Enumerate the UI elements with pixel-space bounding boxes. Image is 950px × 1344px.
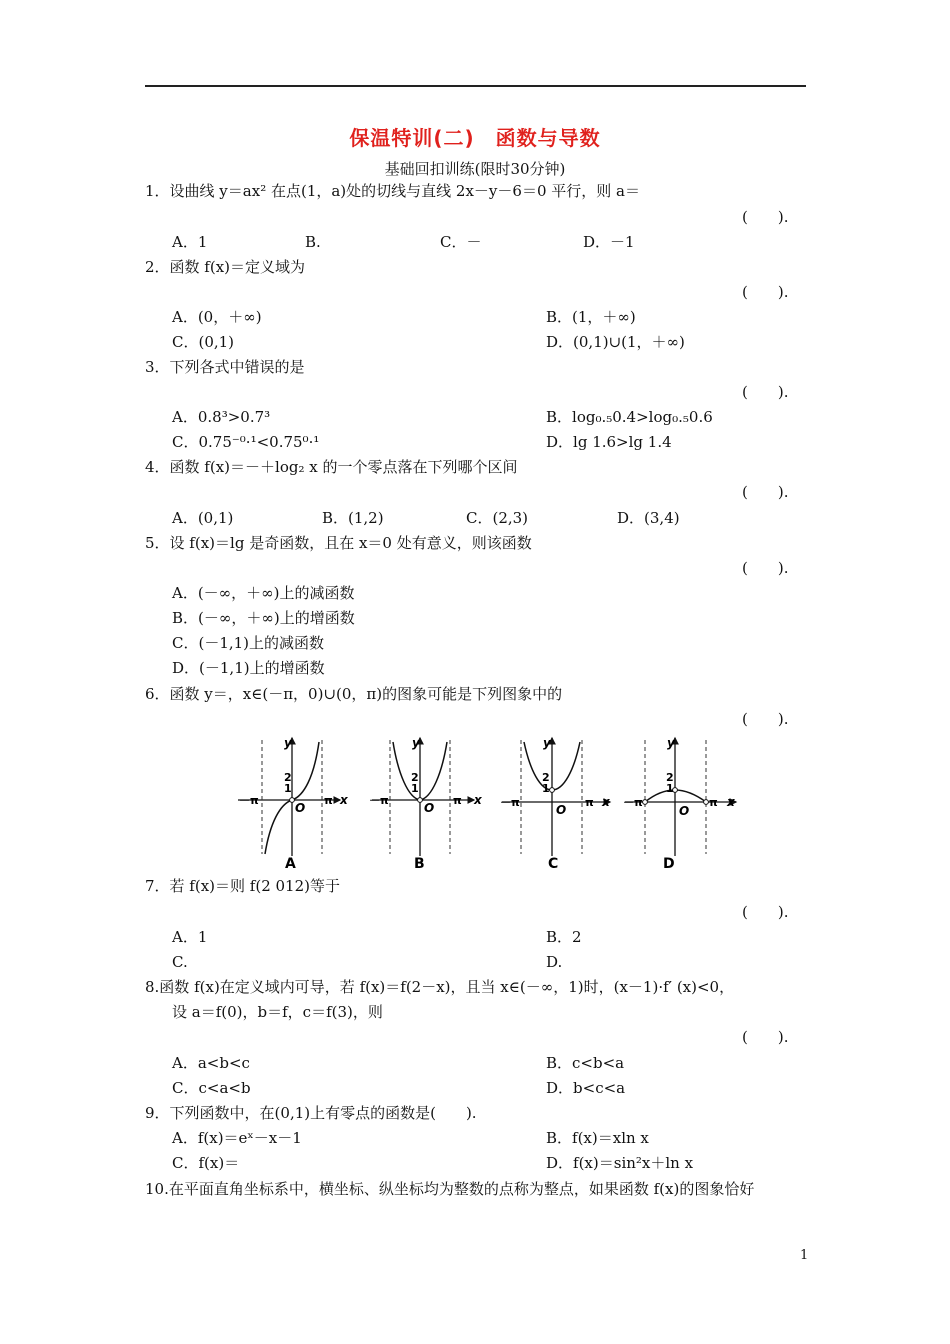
q10-stem: 10.在平面直角坐标系中，横坐标、纵坐标均为整数的点称为整点，如果函数 f(x)的图象恰好 xyxy=(145,1180,755,1198)
graph-b-pi-label: π xyxy=(453,794,462,807)
graph-c-one-label: 1 xyxy=(542,782,550,795)
graph-d-two-label: 2 xyxy=(666,771,674,784)
q9-option-d: D．f(x)＝sin²x＋ln x xyxy=(546,1154,694,1172)
graph-d-origin-label: O xyxy=(679,804,690,818)
q3-answer-paren: ( ). xyxy=(742,383,789,401)
graph-d-pi-label: π xyxy=(709,796,718,809)
q2-option-c: C．(0,1) xyxy=(172,333,235,351)
q9-option-c: C．f(x)＝ xyxy=(172,1154,240,1172)
q5-option-d: D．(－1,1)上的增函数 xyxy=(172,659,325,677)
graph-b-one-label: 1 xyxy=(411,782,419,795)
graph-c xyxy=(500,736,611,872)
graph-d-hole-left xyxy=(643,800,648,805)
q9-stem: 9．下列函数中，在(0,1)上有零点的函数是( ). xyxy=(145,1104,477,1122)
graph-d-x-label: x xyxy=(727,795,735,809)
q8-option-d: D．b<c<a xyxy=(546,1079,626,1097)
q4-answer-paren: ( ). xyxy=(742,483,789,501)
graph-b xyxy=(369,736,483,872)
q5-option-c: C．(－1,1)上的减函数 xyxy=(172,634,325,652)
graph-a-origin-label: O xyxy=(295,801,306,815)
graph-b-x-label: x xyxy=(474,793,482,807)
q3-option-d: D．lg 1.6>lg 1.4 xyxy=(546,433,672,451)
graph-a xyxy=(238,736,349,872)
graph-c-pi-label: π xyxy=(585,796,594,809)
graph-a-two-label: 2 xyxy=(284,771,292,784)
header-rule xyxy=(145,85,806,87)
q6-graph-figure xyxy=(0,728,950,878)
q4-option-b: B．(1,2) xyxy=(322,509,384,527)
page-title: 保温特训(二) 函数与导数 xyxy=(349,126,601,150)
graph-c-two-label: 2 xyxy=(542,771,550,784)
q7-option-b: B．2 xyxy=(546,928,582,946)
graph-b-two-label: 2 xyxy=(411,771,419,784)
q8-option-b: B．c<b<a xyxy=(546,1054,625,1072)
graph-a-pi-label: π xyxy=(324,794,333,807)
graph-a-y-label: y xyxy=(284,736,292,750)
q4-option-a: A．(0,1) xyxy=(172,509,234,527)
q5-option-b: B．(－∞，＋∞)上的增函数 xyxy=(172,609,355,627)
q8-stem-line2: 设 a＝f(0)，b＝f，c＝f(3)，则 xyxy=(172,1003,383,1021)
graph-d-neg-pi-label: －π xyxy=(623,796,643,809)
graph-a-neg-pi-label: －π xyxy=(239,794,259,807)
graph-b-neg-pi-label: －π xyxy=(369,794,389,807)
q3-option-a: A．0.8³>0.7³ xyxy=(172,408,271,426)
graph-c-hole xyxy=(550,788,555,793)
graph-b-caption: B xyxy=(414,856,425,872)
q1-option-c: C．－ xyxy=(440,233,482,251)
q7-stem: 7．若 f(x)＝则 f(2 012)等于 xyxy=(145,877,340,895)
graph-a-caption: A xyxy=(285,856,296,872)
q3-option-c: C．0.75⁻⁰·¹<0.75⁰·¹ xyxy=(172,433,320,451)
graph-d-hole-right xyxy=(704,800,709,805)
graph-d-y-label: y xyxy=(667,736,675,750)
q3-option-b: B．log₀.₅0.4>log₀.₅0.6 xyxy=(546,408,713,426)
q7-answer-paren: ( ). xyxy=(742,903,789,921)
q1-option-b: B. xyxy=(305,233,321,251)
q8-stem-line1: 8.函数 f(x)在定义域内可导，若 f(x)＝f(2－x)，且当 x∈(－∞，1)时，(x－1)·f′ (x)<0， xyxy=(145,978,735,996)
q9-option-b: B．f(x)＝xln x xyxy=(546,1129,649,1147)
q7-option-c: C. xyxy=(172,953,188,971)
q2-option-b: B．(1，＋∞) xyxy=(546,308,636,326)
q7-option-a: A．1 xyxy=(172,928,208,946)
graph-c-neg-pi-label: －π xyxy=(500,796,520,809)
q8-option-a: A．a<b<c xyxy=(172,1054,250,1072)
q1-stem: 1．设曲线 y＝ax² 在点(1，a)处的切线与直线 2x－y－6＝0 平行，则 a＝ xyxy=(145,182,640,200)
q6-stem: 6．函数 y＝，x∈(－π，0)∪(0，π)的图象可能是下列图象中的 xyxy=(145,685,563,703)
q2-option-d: D．(0,1)∪(1，＋∞) xyxy=(546,333,685,351)
graph-c-origin-label: O xyxy=(556,803,567,817)
graph-b-hole xyxy=(418,798,423,803)
q4-stem: 4．函数 f(x)＝－＋log₂ x 的一个零点落在下列哪个区间 xyxy=(145,458,518,476)
graph-d-one-label: 1 xyxy=(666,782,674,795)
page-subtitle: 基础回扣训练(限时30分钟) xyxy=(384,160,566,178)
graph-a-x-label: x xyxy=(340,793,348,807)
q5-stem: 5．设 f(x)＝lg 是奇函数，且在 x＝0 处有意义，则该函数 xyxy=(145,534,532,552)
q2-answer-paren: ( ). xyxy=(742,283,789,301)
q4-option-c: C．(2,3) xyxy=(466,509,529,527)
graph-a-one-label: 1 xyxy=(284,782,292,795)
q2-stem: 2．函数 f(x)＝定义域为 xyxy=(145,258,306,276)
q6-answer-paren: ( ). xyxy=(742,710,789,728)
graph-c-y-label: y xyxy=(543,736,551,750)
q7-option-d: D. xyxy=(546,953,563,971)
q5-answer-paren: ( ). xyxy=(742,559,789,577)
q4-option-d: D．(3,4) xyxy=(617,509,680,527)
q8-answer-paren: ( ). xyxy=(742,1028,789,1046)
graph-d xyxy=(623,736,736,872)
q5-option-a: A．(－∞，＋∞)上的减函数 xyxy=(172,584,355,602)
q2-option-a: A．(0，＋∞) xyxy=(172,308,262,326)
graph-b-y-label: y xyxy=(412,736,420,750)
q8-option-c: C．c<a<b xyxy=(172,1079,251,1097)
graph-a-hole xyxy=(290,798,295,803)
q1-option-d: D．－1 xyxy=(583,233,635,251)
graph-c-caption: C xyxy=(548,856,559,872)
page-number: 1 xyxy=(800,1248,809,1263)
q3-stem: 3．下列各式中错误的是 xyxy=(145,358,305,376)
graph-b-origin-label: O xyxy=(424,801,435,815)
graph-c-x-label: x xyxy=(602,795,610,809)
q9-option-a: A．f(x)＝eˣ－x－1 xyxy=(172,1129,302,1147)
q1-answer-paren: ( ). xyxy=(742,208,789,226)
q1-option-a: A．1 xyxy=(172,233,208,251)
graph-d-caption: D xyxy=(663,856,675,872)
